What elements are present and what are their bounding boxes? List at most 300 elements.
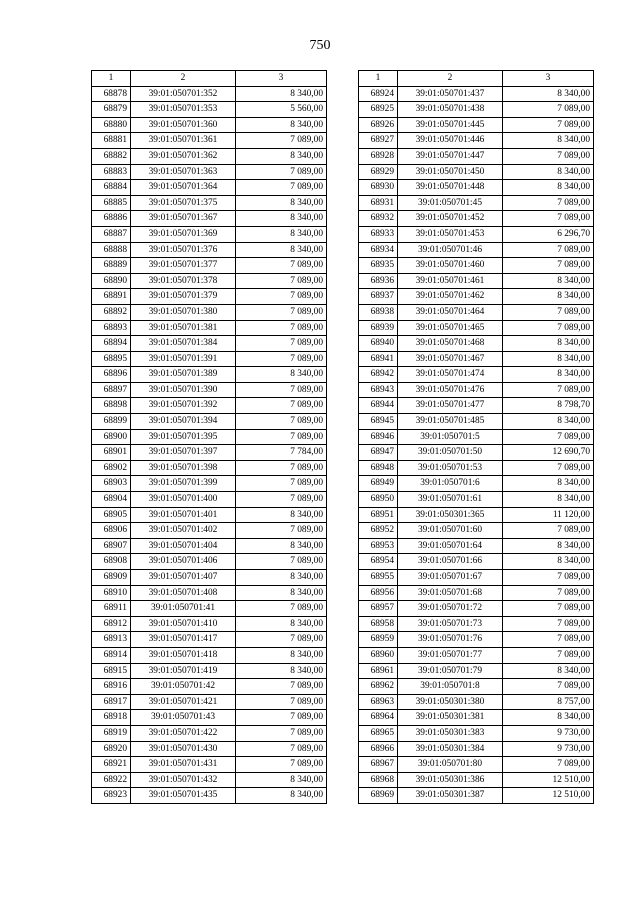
cadastral-number-cell: 39:01:050701:375 (131, 195, 236, 211)
amount-cell: 11 120,00 (503, 507, 594, 523)
row-number-cell: 68908 (92, 554, 131, 570)
cadastral-number-cell: 39:01:050701:390 (131, 382, 236, 398)
table-row (92, 710, 327, 726)
table-row (92, 336, 327, 352)
cadastral-number-cell: 39:01:050701:474 (398, 367, 503, 383)
row-number-cell: 68911 (92, 601, 131, 617)
table-row (359, 351, 594, 367)
row-number-cell: 68910 (92, 585, 131, 601)
amount-cell: 8 340,00 (503, 273, 594, 289)
left-table (91, 70, 327, 804)
table-row (359, 398, 594, 414)
row-number-cell: 68938 (359, 304, 398, 320)
row-number-cell: 68923 (92, 788, 131, 804)
cadastral-number-cell: 39:01:050701:446 (398, 133, 503, 149)
cadastral-number-cell: 39:01:050701:364 (131, 180, 236, 196)
table-row (92, 507, 327, 523)
row-number-cell: 68959 (359, 632, 398, 648)
row-number-cell: 68901 (92, 445, 131, 461)
table-row (359, 289, 594, 305)
amount-cell: 8 340,00 (503, 414, 594, 430)
row-number-cell: 68955 (359, 570, 398, 586)
cadastral-number-cell: 39:01:050701:430 (131, 741, 236, 757)
row-number-cell: 68924 (359, 86, 398, 102)
cadastral-number-cell: 39:01:050701:377 (131, 258, 236, 274)
table-row (92, 289, 327, 305)
table-row (92, 320, 327, 336)
table-header-row (359, 71, 594, 87)
row-number-cell: 68915 (92, 663, 131, 679)
amount-cell: 8 340,00 (503, 164, 594, 180)
amount-cell: 8 340,00 (236, 570, 327, 586)
cadastral-number-cell: 39:01:050701:367 (131, 211, 236, 227)
table-row (359, 336, 594, 352)
row-number-cell: 68891 (92, 289, 131, 305)
table-row (92, 492, 327, 508)
cadastral-number-cell: 39:01:050701:399 (131, 476, 236, 492)
cadastral-number-cell: 39:01:050701:60 (398, 523, 503, 539)
row-number-cell: 68922 (92, 772, 131, 788)
amount-cell: 8 757,00 (503, 694, 594, 710)
amount-cell: 7 089,00 (503, 757, 594, 773)
row-number-cell: 68954 (359, 554, 398, 570)
table-row (359, 320, 594, 336)
amount-cell: 8 340,00 (503, 86, 594, 102)
cadastral-number-cell: 39:01:050701:41 (131, 601, 236, 617)
cadastral-number-cell: 39:01:050701:402 (131, 523, 236, 539)
table-row (359, 242, 594, 258)
row-number-cell: 68943 (359, 382, 398, 398)
table-row (359, 460, 594, 476)
row-number-cell: 68961 (359, 663, 398, 679)
table-row (92, 211, 327, 227)
amount-cell: 8 340,00 (503, 367, 594, 383)
table-row (359, 725, 594, 741)
cadastral-number-cell: 39:01:050701:419 (131, 663, 236, 679)
row-number-cell: 68907 (92, 538, 131, 554)
amount-cell: 7 089,00 (236, 273, 327, 289)
amount-cell: 8 340,00 (236, 367, 327, 383)
row-number-cell: 68937 (359, 289, 398, 305)
cadastral-number-cell: 39:01:050701:72 (398, 601, 503, 617)
page-number: 750 (309, 38, 331, 53)
table-row (92, 398, 327, 414)
row-number-cell: 68963 (359, 694, 398, 710)
cadastral-number-cell: 39:01:050701:43 (131, 710, 236, 726)
table-row (92, 725, 327, 741)
row-number-cell: 68966 (359, 741, 398, 757)
cadastral-number-cell: 39:01:050701:477 (398, 398, 503, 414)
cadastral-number-cell: 39:01:050701:5 (398, 429, 503, 445)
table-row (92, 195, 327, 211)
amount-cell: 8 340,00 (236, 772, 327, 788)
row-number-cell: 68942 (359, 367, 398, 383)
amount-cell: 8 340,00 (503, 492, 594, 508)
amount-cell: 7 089,00 (236, 476, 327, 492)
row-number-cell: 68945 (359, 414, 398, 430)
cadastral-number-cell: 39:01:050301:387 (398, 788, 503, 804)
table-row (359, 632, 594, 648)
row-number-cell: 68957 (359, 601, 398, 617)
amount-cell: 8 340,00 (236, 117, 327, 133)
amount-cell: 7 089,00 (236, 492, 327, 508)
amount-cell: 8 340,00 (503, 476, 594, 492)
table-row (359, 258, 594, 274)
amount-cell: 7 089,00 (503, 102, 594, 118)
cadastral-number-cell: 39:01:050701:8 (398, 679, 503, 695)
table-row (359, 133, 594, 149)
table-row (359, 445, 594, 461)
table-row (92, 180, 327, 196)
cadastral-number-cell: 39:01:050701:422 (131, 725, 236, 741)
row-number-cell: 68904 (92, 492, 131, 508)
table-row (359, 570, 594, 586)
table-row (92, 476, 327, 492)
row-number-cell: 68934 (359, 242, 398, 258)
row-number-cell: 68881 (92, 133, 131, 149)
table-row (92, 304, 327, 320)
cadastral-number-cell: 39:01:050701:46 (398, 242, 503, 258)
table-row (359, 601, 594, 617)
amount-cell: 7 089,00 (236, 694, 327, 710)
cadastral-number-cell: 39:01:050701:395 (131, 429, 236, 445)
table-row (359, 195, 594, 211)
amount-cell: 7 089,00 (236, 523, 327, 539)
row-number-cell: 68909 (92, 570, 131, 586)
cadastral-number-cell: 39:01:050701:460 (398, 258, 503, 274)
table-row (92, 663, 327, 679)
cadastral-number-cell: 39:01:050701:410 (131, 616, 236, 632)
table-row (92, 647, 327, 663)
row-number-cell: 68950 (359, 492, 398, 508)
table-row (359, 554, 594, 570)
amount-cell: 7 089,00 (236, 164, 327, 180)
row-number-cell: 68930 (359, 180, 398, 196)
row-number-cell: 68888 (92, 242, 131, 258)
cadastral-number-cell: 39:01:050701:401 (131, 507, 236, 523)
row-number-cell: 68897 (92, 382, 131, 398)
cadastral-number-cell: 39:01:050701:67 (398, 570, 503, 586)
amount-cell: 8 340,00 (503, 554, 594, 570)
row-number-cell: 68960 (359, 647, 398, 663)
amount-cell: 9 730,00 (503, 725, 594, 741)
amount-cell: 7 089,00 (503, 679, 594, 695)
amount-cell: 8 340,00 (503, 180, 594, 196)
row-number-cell: 68890 (92, 273, 131, 289)
row-number-cell: 68967 (359, 757, 398, 773)
cadastral-number-cell: 39:01:050701:432 (131, 772, 236, 788)
amount-cell: 7 089,00 (503, 523, 594, 539)
cadastral-number-cell: 39:01:050701:45 (398, 195, 503, 211)
column-header-3: 3 (503, 71, 594, 87)
table-row (92, 523, 327, 539)
table-row (359, 414, 594, 430)
cadastral-number-cell: 39:01:050701:389 (131, 367, 236, 383)
table-row (359, 382, 594, 398)
row-number-cell: 68946 (359, 429, 398, 445)
cadastral-number-cell: 39:01:050701:378 (131, 273, 236, 289)
amount-cell: 12 510,00 (503, 788, 594, 804)
amount-cell: 7 089,00 (236, 398, 327, 414)
amount-cell: 7 089,00 (503, 211, 594, 227)
table-row (359, 429, 594, 445)
cadastral-number-cell: 39:01:050301:383 (398, 725, 503, 741)
row-number-cell: 68906 (92, 523, 131, 539)
cadastral-number-cell: 39:01:050701:42 (131, 679, 236, 695)
cadastral-number-cell: 39:01:050701:464 (398, 304, 503, 320)
amount-cell: 7 089,00 (236, 258, 327, 274)
cadastral-number-cell: 39:01:050701:353 (131, 102, 236, 118)
cadastral-number-cell: 39:01:050701:398 (131, 460, 236, 476)
amount-cell: 7 089,00 (503, 570, 594, 586)
cadastral-number-cell: 39:01:050701:61 (398, 492, 503, 508)
row-number-cell: 68918 (92, 710, 131, 726)
amount-cell: 7 089,00 (236, 601, 327, 617)
amount-cell: 7 089,00 (503, 585, 594, 601)
cadastral-number-cell: 39:01:050701:361 (131, 133, 236, 149)
cadastral-number-cell: 39:01:050701:447 (398, 148, 503, 164)
table-row (359, 585, 594, 601)
row-number-cell: 68968 (359, 772, 398, 788)
cadastral-number-cell: 39:01:050701:421 (131, 694, 236, 710)
row-number-cell: 68926 (359, 117, 398, 133)
column-header-3: 3 (236, 71, 327, 87)
amount-cell: 7 089,00 (503, 117, 594, 133)
amount-cell: 12 510,00 (503, 772, 594, 788)
row-number-cell: 68944 (359, 398, 398, 414)
row-number-cell: 68931 (359, 195, 398, 211)
cadastral-number-cell: 39:01:050701:73 (398, 616, 503, 632)
row-number-cell: 68895 (92, 351, 131, 367)
cadastral-number-cell: 39:01:050701:462 (398, 289, 503, 305)
cadastral-number-cell: 39:01:050701:369 (131, 226, 236, 242)
cadastral-number-cell: 39:01:050701:376 (131, 242, 236, 258)
cadastral-number-cell: 39:01:050701:363 (131, 164, 236, 180)
table-row (92, 570, 327, 586)
table-row (92, 538, 327, 554)
row-number-cell: 68896 (92, 367, 131, 383)
cadastral-number-cell: 39:01:050701:6 (398, 476, 503, 492)
cadastral-number-cell: 39:01:050701:362 (131, 148, 236, 164)
amount-cell: 7 089,00 (236, 304, 327, 320)
amount-cell: 7 089,00 (236, 757, 327, 773)
cadastral-number-cell: 39:01:050701:380 (131, 304, 236, 320)
amount-cell: 6 296,70 (503, 226, 594, 242)
table-row (92, 757, 327, 773)
row-number-cell: 68935 (359, 258, 398, 274)
cadastral-number-cell: 39:01:050701:80 (398, 757, 503, 773)
row-number-cell: 68947 (359, 445, 398, 461)
row-number-cell: 68879 (92, 102, 131, 118)
amount-cell: 7 784,00 (236, 445, 327, 461)
amount-cell: 8 340,00 (503, 538, 594, 554)
amount-cell: 8 340,00 (236, 647, 327, 663)
amount-cell: 8 340,00 (236, 585, 327, 601)
cadastral-number-cell: 39:01:050701:435 (131, 788, 236, 804)
row-number-cell: 68921 (92, 757, 131, 773)
amount-cell: 8 340,00 (503, 663, 594, 679)
table-row (92, 460, 327, 476)
amount-cell: 7 089,00 (236, 679, 327, 695)
amount-cell: 8 340,00 (503, 710, 594, 726)
cadastral-number-cell: 39:01:050301:386 (398, 772, 503, 788)
table-row (92, 367, 327, 383)
amount-cell: 7 089,00 (236, 180, 327, 196)
table-row (359, 86, 594, 102)
table-row (92, 351, 327, 367)
cadastral-number-cell: 39:01:050701:77 (398, 647, 503, 663)
amount-cell: 8 798,70 (503, 398, 594, 414)
table-row (359, 367, 594, 383)
row-number-cell: 68956 (359, 585, 398, 601)
right-table (358, 70, 594, 804)
right-table-body (359, 86, 594, 803)
row-number-cell: 68902 (92, 460, 131, 476)
cadastral-number-cell: 39:01:050701:392 (131, 398, 236, 414)
amount-cell: 7 089,00 (503, 258, 594, 274)
table-row (92, 694, 327, 710)
row-number-cell: 68940 (359, 336, 398, 352)
table-row (359, 226, 594, 242)
cadastral-number-cell: 39:01:050701:452 (398, 211, 503, 227)
row-number-cell: 68917 (92, 694, 131, 710)
amount-cell: 7 089,00 (236, 320, 327, 336)
cadastral-number-cell: 39:01:050701:379 (131, 289, 236, 305)
table-row (359, 148, 594, 164)
amount-cell: 12 690,70 (503, 445, 594, 461)
amount-cell: 7 089,00 (236, 429, 327, 445)
amount-cell: 7 089,00 (503, 304, 594, 320)
row-number-cell: 68953 (359, 538, 398, 554)
cadastral-number-cell: 39:01:050701:360 (131, 117, 236, 133)
cadastral-number-cell: 39:01:050701:76 (398, 632, 503, 648)
table-row (92, 102, 327, 118)
cadastral-number-cell: 39:01:050701:404 (131, 538, 236, 554)
amount-cell: 8 340,00 (236, 616, 327, 632)
amount-cell: 7 089,00 (503, 148, 594, 164)
table-row (359, 180, 594, 196)
row-number-cell: 68936 (359, 273, 398, 289)
row-number-cell: 68964 (359, 710, 398, 726)
table-row (359, 647, 594, 663)
amount-cell: 7 089,00 (236, 741, 327, 757)
row-number-cell: 68903 (92, 476, 131, 492)
table-row (92, 258, 327, 274)
row-number-cell: 68893 (92, 320, 131, 336)
table-row (359, 102, 594, 118)
row-number-cell: 68929 (359, 164, 398, 180)
row-number-cell: 68965 (359, 725, 398, 741)
table-row (359, 663, 594, 679)
table-row (359, 492, 594, 508)
table-row (359, 117, 594, 133)
amount-cell: 7 089,00 (503, 429, 594, 445)
cadastral-number-cell: 39:01:050701:68 (398, 585, 503, 601)
table-row (92, 632, 327, 648)
amount-cell: 7 089,00 (236, 554, 327, 570)
table-row (92, 86, 327, 102)
cadastral-number-cell: 39:01:050701:467 (398, 351, 503, 367)
cadastral-number-cell: 39:01:050701:438 (398, 102, 503, 118)
table-row (92, 226, 327, 242)
amount-cell: 7 089,00 (236, 460, 327, 476)
cadastral-number-cell: 39:01:050701:445 (398, 117, 503, 133)
cadastral-number-cell: 39:01:050701:465 (398, 320, 503, 336)
row-number-cell: 68914 (92, 647, 131, 663)
amount-cell: 8 340,00 (503, 289, 594, 305)
row-number-cell: 68905 (92, 507, 131, 523)
amount-cell: 8 340,00 (236, 148, 327, 164)
cadastral-number-cell: 39:01:050701:468 (398, 336, 503, 352)
amount-cell: 7 089,00 (503, 601, 594, 617)
row-number-cell: 68941 (359, 351, 398, 367)
row-number-cell: 68927 (359, 133, 398, 149)
amount-cell: 7 089,00 (503, 616, 594, 632)
amount-cell: 8 340,00 (503, 336, 594, 352)
cadastral-number-cell: 39:01:050701:391 (131, 351, 236, 367)
table-row (359, 679, 594, 695)
row-number-cell: 68920 (92, 741, 131, 757)
cadastral-number-cell: 39:01:050701:437 (398, 86, 503, 102)
amount-cell: 8 340,00 (236, 86, 327, 102)
row-number-cell: 68912 (92, 616, 131, 632)
table-row (359, 538, 594, 554)
table-row (359, 694, 594, 710)
cadastral-number-cell: 39:01:050701:64 (398, 538, 503, 554)
column-header-1: 1 (92, 71, 131, 87)
row-number-cell: 68925 (359, 102, 398, 118)
amount-cell: 7 089,00 (236, 382, 327, 398)
table-row (359, 476, 594, 492)
table-row (359, 616, 594, 632)
amount-cell: 8 340,00 (503, 133, 594, 149)
row-number-cell: 68952 (359, 523, 398, 539)
row-number-cell: 68949 (359, 476, 398, 492)
cadastral-number-cell: 39:01:050701:453 (398, 226, 503, 242)
amount-cell: 7 089,00 (236, 632, 327, 648)
amount-cell: 7 089,00 (503, 632, 594, 648)
amount-cell: 8 340,00 (236, 195, 327, 211)
cadastral-number-cell: 39:01:050701:381 (131, 320, 236, 336)
table-row (92, 164, 327, 180)
cadastral-number-cell: 39:01:050701:79 (398, 663, 503, 679)
cadastral-number-cell: 39:01:050701:53 (398, 460, 503, 476)
amount-cell: 7 089,00 (503, 195, 594, 211)
row-number-cell: 68887 (92, 226, 131, 242)
table-row (92, 601, 327, 617)
table-row (92, 273, 327, 289)
row-number-cell: 68969 (359, 788, 398, 804)
amount-cell: 7 089,00 (236, 351, 327, 367)
cadastral-number-cell: 39:01:050301:380 (398, 694, 503, 710)
cadastral-number-cell: 39:01:050701:400 (131, 492, 236, 508)
cadastral-number-cell: 39:01:050701:352 (131, 86, 236, 102)
row-number-cell: 68889 (92, 258, 131, 274)
row-number-cell: 68883 (92, 164, 131, 180)
row-number-cell: 68932 (359, 211, 398, 227)
table-row (92, 414, 327, 430)
cadastral-number-cell: 39:01:050701:66 (398, 554, 503, 570)
row-number-cell: 68916 (92, 679, 131, 695)
cadastral-number-cell: 39:01:050701:461 (398, 273, 503, 289)
amount-cell: 8 340,00 (236, 663, 327, 679)
table-row (359, 772, 594, 788)
amount-cell: 8 340,00 (236, 538, 327, 554)
row-number-cell: 68951 (359, 507, 398, 523)
amount-cell: 8 340,00 (236, 507, 327, 523)
table-row (359, 304, 594, 320)
row-number-cell: 68919 (92, 725, 131, 741)
